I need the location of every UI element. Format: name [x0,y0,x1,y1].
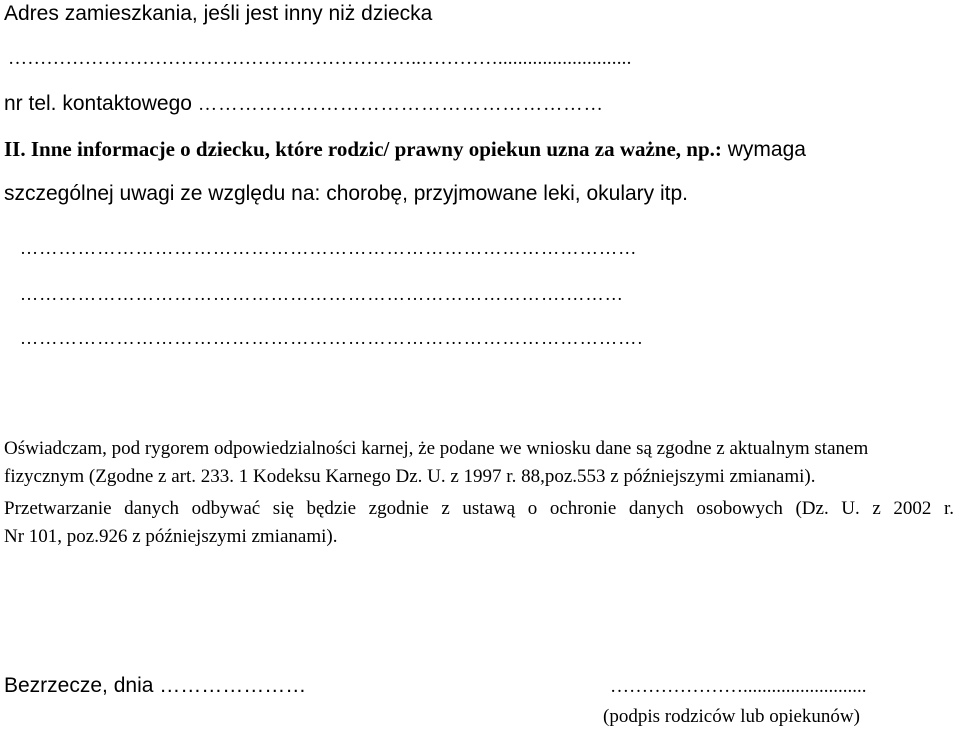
signature-fill-line: ………………….......................... [610,676,867,697]
data-processing-line-1: Przetwarzanie danych odbywać się będzie zgodnie z ustawą o ochronie danych osobowych (Dz. U. z 2002 r. [4,498,954,519]
declaration-line-2: fizycznym (Zgodne z art. 233. 1 Kodeksu Karnego Dz. U. z 1997 r. 88,poz.553 z późniejszymi zmianami). [4,466,816,487]
place-and-date: Bezrzecze, dnia ………………… [4,674,307,697]
section-2-subheading: szczególnej uwagi ze względu na: chorobę, przyjmowane leki, okulary itp. [4,182,689,205]
address-label: Adres zamieszkania, jeśli jest inny niż dziecka [4,2,433,25]
notes-fill-line-1: …………………………………………………………………………………… [20,238,638,258]
section-2-heading [4,137,806,162]
notes-fill-line-3: ……………………………………………………………………………………. [20,328,644,348]
phone-label-line [4,92,604,116]
phone-fill-line: …………………………………………………… [198,94,605,115]
signature-label: (podpis rodziców lub opiekunów) [603,706,860,727]
declaration-line-1: Oświadczam, pod rygorem odpowiedzialności karnej, że podane we wniosku dane są zgodne z aktualnym stanem [4,438,869,459]
phone-label: nr tel. kontaktowego [4,92,192,115]
data-processing-line-2: Nr 101, poz.926 z późniejszymi zmianami). [4,526,338,547]
section-2-heading-rest: wymaga [721,138,806,161]
section-2-heading-bold: II. Inne informacje o dziecku, które rodzic/ prawny opiekun uzna za ważne, np.: [4,137,722,161]
address-fill-line: ………………………………………………………..…………........................... [8,48,632,69]
notes-fill-line-2: ………………………………………………………………………….……… [20,284,625,304]
